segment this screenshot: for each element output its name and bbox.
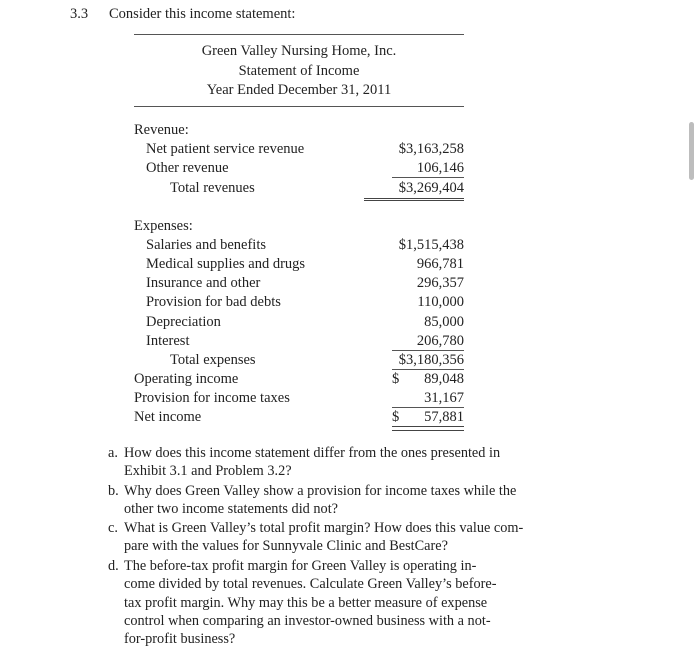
question-line: Why does Green Valley show a provision for income taxes while the (124, 483, 517, 499)
revenue-subtotal-rule (392, 177, 464, 178)
revenue-item-value: $3,163,258 (398, 141, 464, 157)
net-income-double-rule (392, 426, 464, 431)
question-line: other two income statements did not? (124, 501, 339, 518)
operating-income-currency: $ (392, 371, 400, 387)
question-line: What is Green Valley’s total profit margin? How does this value com- (124, 520, 524, 536)
total-revenues-value: $3,269,404 (364, 179, 464, 201)
question-d (108, 557, 549, 648)
net-income-currency: $ (392, 409, 400, 425)
expense-item-label: Salaries and benefits (146, 237, 266, 253)
header-top-rule (134, 34, 464, 35)
income-taxes-value: 31,167 (424, 390, 464, 406)
question-line: for-profit business? (124, 631, 236, 648)
expense-item-label: Interest (146, 333, 190, 349)
expense-item-label: Insurance and other (146, 275, 261, 291)
problem-prompt: Consider this income statement: (109, 6, 296, 22)
header-bottom-rule (134, 106, 464, 107)
expense-item-label: Medical supplies and drugs (146, 256, 306, 272)
total-revenues-label: Total revenues (170, 180, 255, 196)
problem-number: 3.3 (70, 6, 89, 22)
revenue-header: Revenue: (134, 122, 189, 138)
revenue-item-value: 106,146 (416, 160, 464, 176)
expense-item-value: 296,357 (416, 275, 464, 291)
company-name: Green Valley Nursing Home, Inc. (201, 43, 397, 59)
expenses-header: Expenses: (134, 218, 193, 234)
expense-item-value: $1,515,438 (398, 237, 464, 253)
question-letter: a. (108, 445, 118, 461)
question-line: The before-tax profit margin for Green Valley is operating in- (124, 558, 477, 574)
expense-item-value: 110,000 (417, 294, 464, 310)
expense-item-value: 966,781 (416, 256, 464, 272)
total-expenses-value: $3,180,356 (398, 352, 464, 368)
question-letter: c. (108, 520, 118, 536)
question-letter: d. (108, 558, 119, 574)
net-income-value: 57,881 (424, 409, 464, 425)
income-taxes-label: Provision for income taxes (134, 390, 290, 406)
statement-period: Year Ended December 31, 2011 (206, 82, 392, 98)
question-line: Exhibit 3.1 and Problem 3.2? (124, 463, 292, 480)
operating-income-value: 89,048 (424, 371, 464, 387)
question-line: How does this income statement differ from the ones presented in (124, 445, 501, 461)
question-line: come divided by total revenues. Calculate Green Valley’s before- (124, 576, 497, 593)
revenue-item-label: Other revenue (146, 160, 229, 176)
question-a (108, 444, 549, 481)
statement-title: Statement of Income (238, 63, 360, 79)
net-income-label: Net income (134, 409, 202, 425)
question-c (108, 519, 549, 556)
operating-income-label: Operating income (134, 371, 239, 387)
scrollbar-thumb[interactable] (689, 122, 694, 180)
question-line: pare with the values for Sunnyvale Clinic and BestCare? (124, 538, 448, 555)
expense-item-value: 85,000 (424, 314, 464, 330)
expense-item-value: 206,780 (416, 333, 464, 349)
total-expenses-label: Total expenses (170, 352, 256, 368)
question-line: control when comparing an investor-owned business with a not- (124, 612, 491, 629)
expense-item-label: Provision for bad debts (146, 294, 281, 310)
question-letter: b. (108, 483, 119, 499)
question-line: tax profit margin. Why may this be a better measure of expense (124, 594, 488, 611)
question-b (108, 482, 549, 519)
revenue-item-label: Net patient service revenue (146, 141, 305, 157)
expense-item-label: Depreciation (146, 314, 221, 330)
